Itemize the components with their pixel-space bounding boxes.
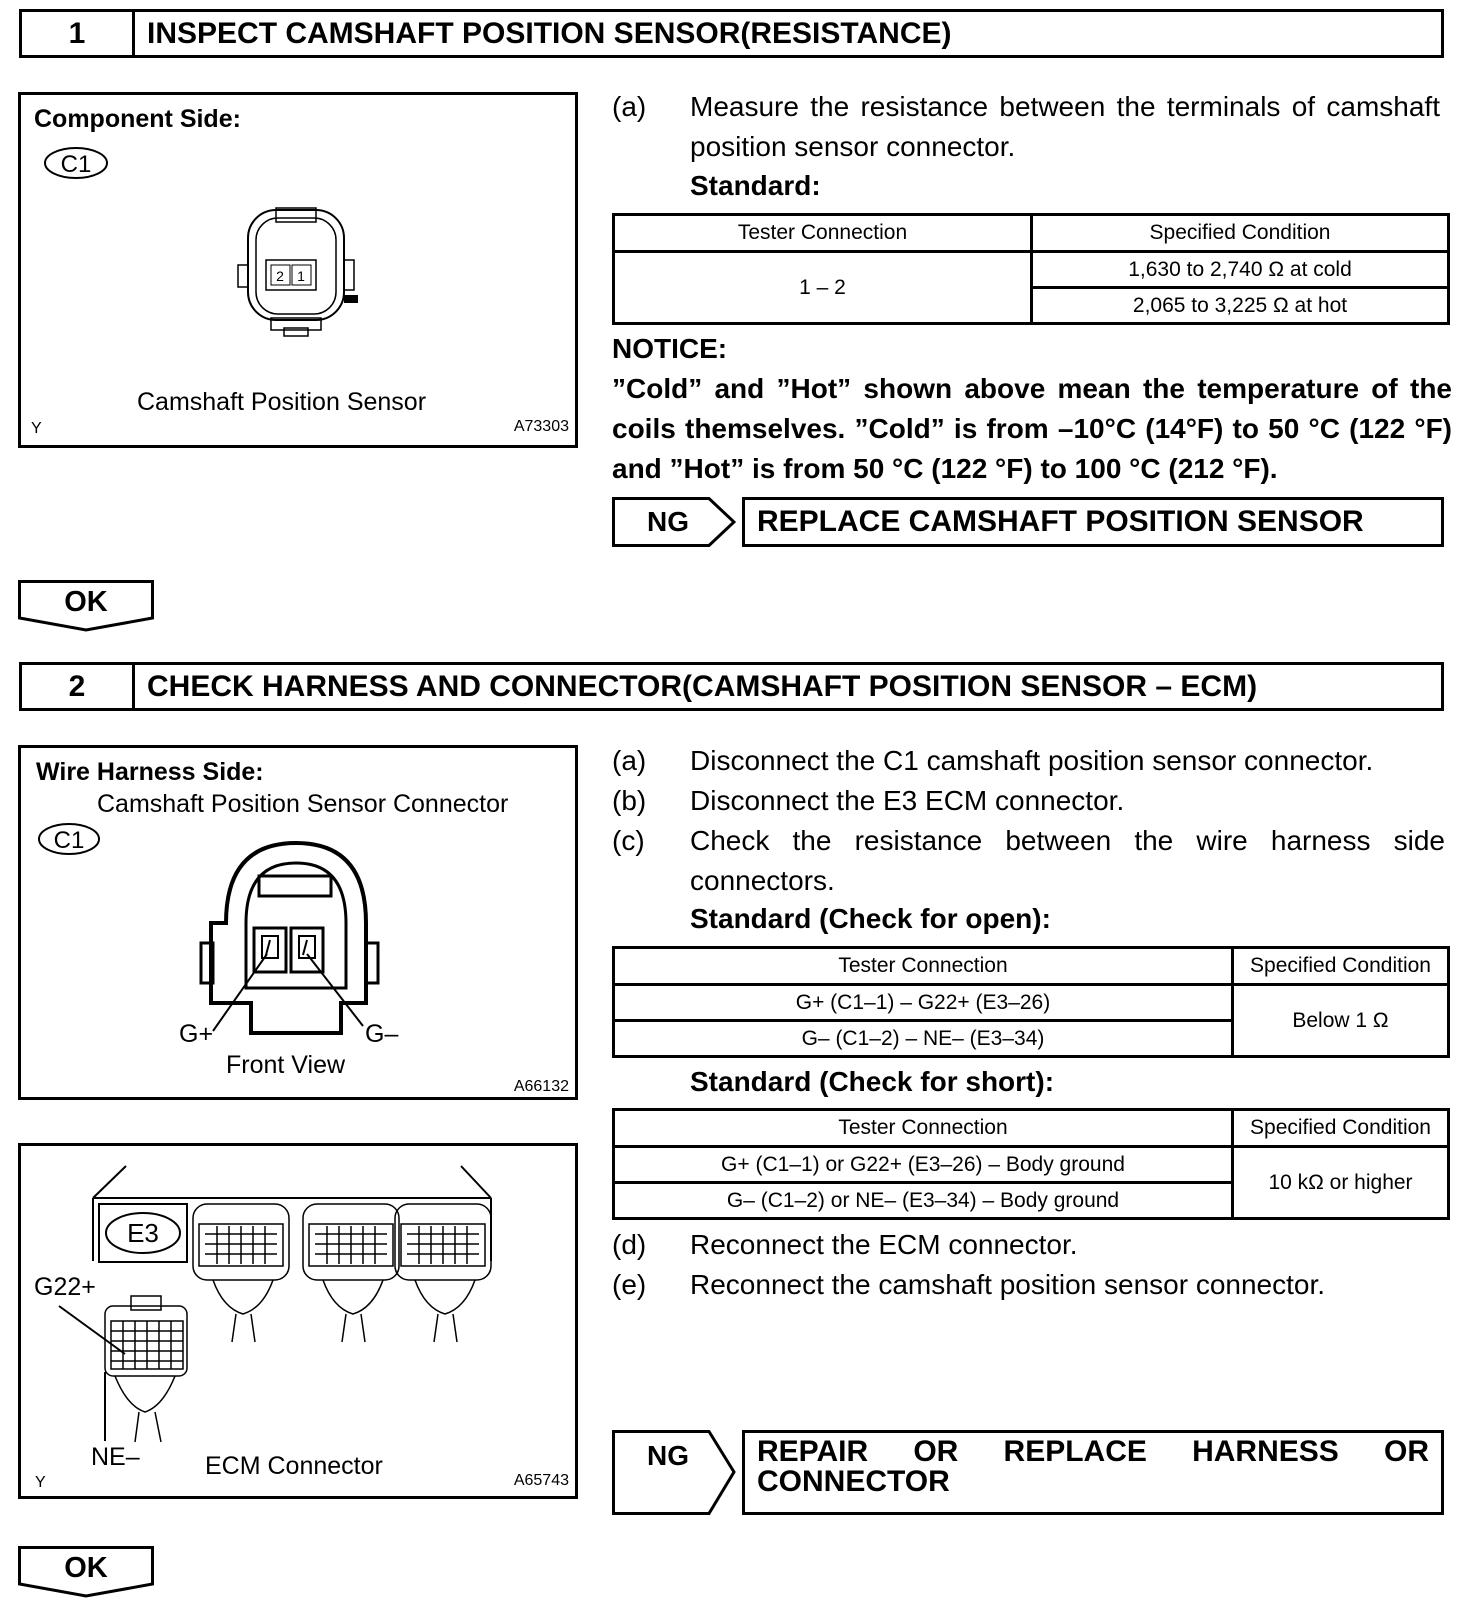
harness-connector-icon (171, 828, 421, 1048)
figure-caption: ECM Connector (205, 1452, 383, 1480)
open-standard-label: Standard (Check for open): (690, 903, 1051, 934)
ecm-connector-figure (18, 1143, 578, 1499)
table-cell: G+ (C1–1) or G22+ (E3–26) – Body ground (614, 1147, 1233, 1183)
ng-result-row (612, 497, 1444, 547)
figure-code: A66132 (513, 1078, 569, 1095)
table-header: Specified Condition (1032, 215, 1449, 252)
ok-label: OK (64, 586, 108, 618)
resistance-spec-table (612, 213, 1450, 325)
svg-text:C1: C1 (53, 827, 85, 854)
step-number: 2 (22, 665, 135, 708)
instruction-label: (d) (612, 1229, 647, 1260)
svg-text:C1: C1 (60, 151, 92, 178)
connector-id-oval-icon (35, 820, 105, 860)
svg-text:1: 1 (297, 268, 305, 284)
pin-label-ne-minus: NE– (91, 1443, 140, 1471)
instruction-label: (a) (612, 745, 647, 776)
instruction-text: Disconnect the C1 camshaft position sensor connector. (690, 745, 1374, 776)
instruction-text: Measure the resistance between the terminals of camshaft position sensor connector. (690, 91, 1440, 162)
connector-id-oval-icon (41, 145, 111, 185)
instruction-text: Check the resistance between the wire harness side connectors. (690, 825, 1445, 896)
corner-mark: Y (35, 1474, 46, 1491)
table-header: Tester Connection (614, 1110, 1233, 1147)
instruction-a (612, 741, 1373, 781)
instruction-label: (c) (612, 825, 645, 856)
instruction-label: (a) (612, 91, 647, 122)
table-cell: 2,065 to 3,225 Ω at hot (1032, 288, 1449, 324)
notice-text: ”Cold” and ”Hot” shown above mean the temperature of the coils themselves. ”Cold” is from –10°C (14°F) to 50 °C (122 °F) and ”Hot” is from 50 °C (122 °F) to 100 °C (212 °F). (612, 373, 1452, 484)
step-title: INSPECT CAMSHAFT POSITION SENSOR(RESISTANCE) (147, 16, 952, 50)
step-1-header (19, 9, 1444, 58)
ng-result-text: REPAIR OR REPLACE HARNESS OR CONNECTOR (742, 1430, 1444, 1515)
step-2-header (19, 662, 1444, 711)
svg-text:E3: E3 (127, 1218, 159, 1248)
table-header: Tester Connection (614, 215, 1032, 252)
short-check-table (612, 1108, 1450, 1220)
ok-arrow-box (18, 1546, 154, 1598)
instruction-b (612, 781, 1124, 821)
table-header: Specified Condition (1233, 948, 1449, 985)
open-check-table (612, 946, 1450, 1058)
figure-subheading: Camshaft Position Sensor Connector (97, 790, 509, 818)
svg-text:2: 2 (276, 268, 284, 284)
table-cell: G– (C1–2) – NE– (E3–34) (614, 1021, 1233, 1057)
sensor-connector-icon (226, 200, 366, 340)
table-cell: G+ (C1–1) – G22+ (E3–26) (614, 985, 1233, 1021)
corner-mark: Y (31, 420, 42, 437)
figure-caption: Front View (226, 1051, 346, 1079)
instruction-d (612, 1225, 1078, 1265)
table-header: Specified Condition (1233, 1110, 1449, 1147)
instruction-a (612, 87, 690, 127)
figure-heading: Wire Harness Side: (36, 758, 264, 786)
figure-code: A65743 (513, 1472, 569, 1489)
instruction-e (612, 1265, 1325, 1305)
pin-label-g-minus: G– (365, 1020, 399, 1048)
ng-arrow-box (612, 497, 736, 547)
table-header: Tester Connection (614, 948, 1233, 985)
instruction-label: (b) (612, 785, 647, 816)
figure-code: A73303 (513, 418, 569, 435)
ok-arrow-box (18, 580, 154, 632)
instruction-text: Reconnect the camshaft position sensor connector. (690, 1269, 1326, 1300)
instruction-text: Reconnect the ECM connector. (690, 1229, 1078, 1260)
table-cell: Below 1 Ω (1233, 985, 1449, 1057)
ok-label: OK (64, 1552, 108, 1584)
pin-label-g22-plus: G22+ (34, 1273, 96, 1301)
ng-label: NG (647, 506, 689, 537)
instruction-c (612, 821, 690, 861)
pin-label-g-plus: G+ (179, 1020, 214, 1048)
instruction-label: (e) (612, 1269, 647, 1300)
table-cell: G– (C1–2) or NE– (E3–34) – Body ground (614, 1183, 1233, 1219)
ng-label: NG (647, 1440, 689, 1471)
wire-harness-figure (18, 745, 578, 1100)
ng-result-row (612, 1430, 1444, 1515)
table-cell: 10 kΩ or higher (1233, 1147, 1449, 1219)
figure-heading: Component Side: (34, 105, 241, 133)
table-cell: 1 – 2 (614, 252, 1032, 324)
table-cell: 1,630 to 2,740 Ω at cold (1032, 252, 1449, 288)
ng-arrow-box (612, 1430, 736, 1515)
step-number: 1 (22, 12, 135, 55)
figure-caption: Camshaft Position Sensor (137, 388, 427, 416)
ng-result-text: REPLACE CAMSHAFT POSITION SENSOR (742, 497, 1444, 547)
notice-heading: NOTICE: (612, 333, 728, 364)
short-standard-label: Standard (Check for short): (690, 1066, 1055, 1097)
instruction-text: Disconnect the E3 ECM connector. (690, 785, 1125, 816)
component-side-figure (18, 92, 578, 448)
standard-label: Standard: (690, 170, 821, 201)
step-title: CHECK HARNESS AND CONNECTOR(CAMSHAFT POSITION SENSOR – ECM) (147, 669, 1258, 703)
